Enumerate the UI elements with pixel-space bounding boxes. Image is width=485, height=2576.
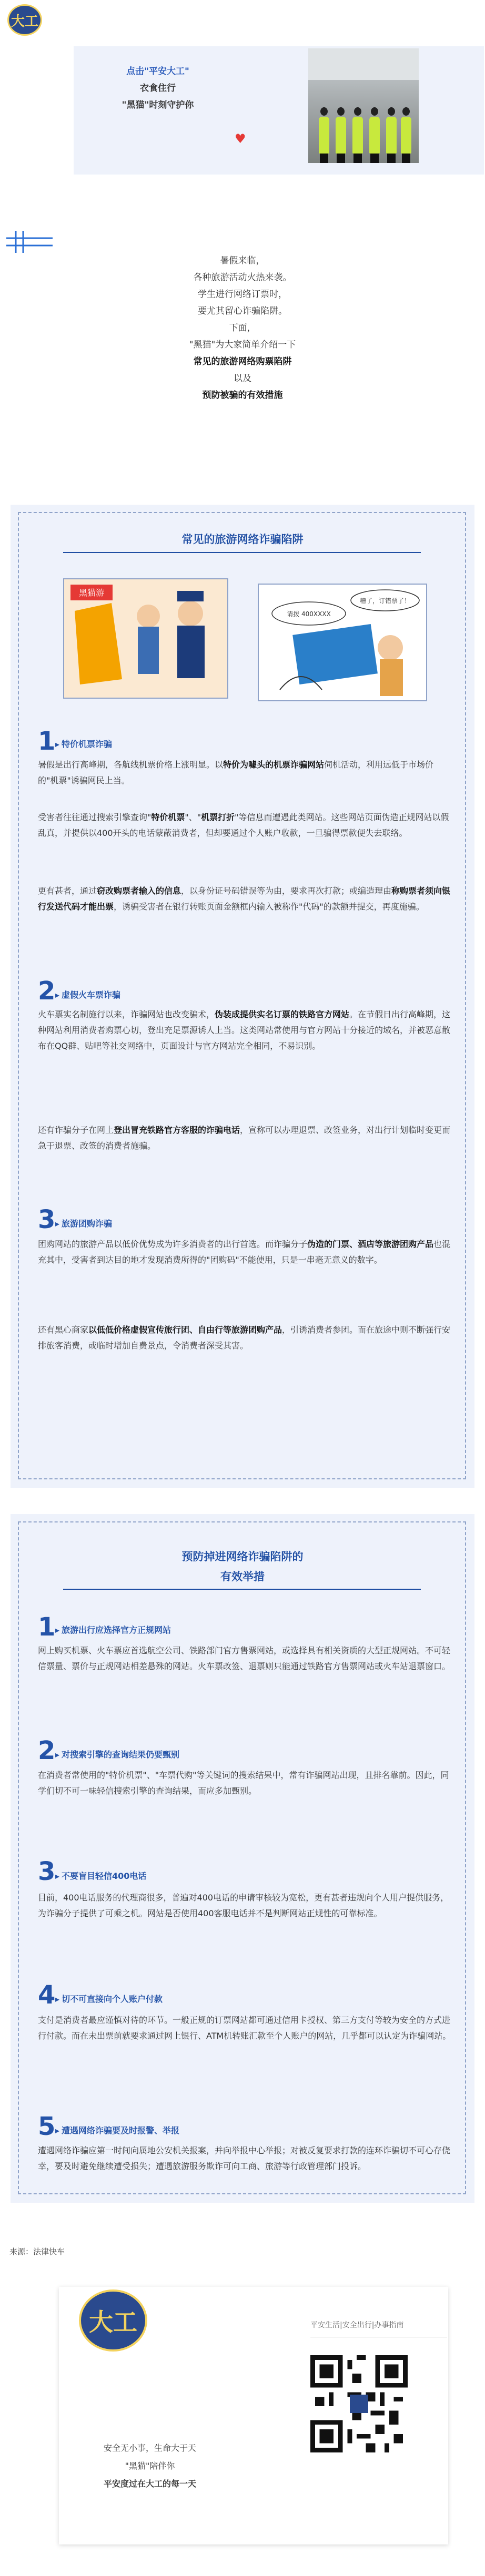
heart-icon: ♥ [235, 131, 246, 146]
section-border [18, 1521, 466, 2194]
paragraph: 在消费者常使用的"特价机票"、"车票代购"等关键词的搜索结果中，常有诈骗网站出现，且排名靠前。因此，同学们切不可一味轻信搜索引擎的查询结果，而应多加甄别。 [38, 1770, 449, 1796]
paragraph: 还有黑心商家以低低价格虚假宣传旅行团、自由行等旅游团购产品，引诱消费者参团。而在旅途中则不断强行安排旅客消费，或临时增加自费景点，令消费者深受其害。 [38, 1325, 451, 1351]
cartoon-sign: 黑猫游 [78, 588, 105, 598]
item-number: 1 [38, 727, 56, 756]
item-heading: ▸ 旅游团购诈骗 [55, 1219, 113, 1229]
cartoon-travel-scam [63, 578, 228, 699]
item-number: 3 [38, 1857, 56, 1886]
item-heading: ▸ 虚假火车票诈骗 [55, 990, 121, 1000]
item-heading: ▸ 特价机票诈骗 [55, 739, 113, 749]
item-number: 5 [38, 2112, 56, 2141]
arrow-icon: ▸ [55, 1750, 60, 1760]
arrow-icon: ▸ [55, 1994, 60, 2004]
svg-text:糟了，订错票了！: 糟了，订错票了！ [359, 597, 411, 605]
arrow-icon: ▸ [55, 990, 60, 1000]
paragraph: 遭遇网络诈骗应第一时间向属地公安机关报案，并向举报中心举报；对被反复要求打款的连环诈骗切不可心存侥幸，要及时避免继续遭受损失；遭遇旅游服务欺诈可向工商、旅游等行政管理部门投诉。 [38, 2145, 451, 2171]
paragraph: 火车票实名制施行以来，诈骗网站也改变骗术，伪装成提供实名订票的铁路官方网站。在节假日出行高峰期，这种网站利用消费者购票心切，登出充足票源诱人上当。这类网站常使用与官方网站十分接近的域名，并被恶意散布在QQ群、贴吧等社交网络中，页面设计与官方网站完全相同，不易识别。 [38, 1009, 451, 1051]
header-line: "黑猫"时刻守护你 [122, 100, 194, 110]
svg-text:请拨 400XXXX: 请拨 400XXXX [287, 610, 331, 618]
item-number: 1 [38, 1612, 56, 1642]
paragraph: 还有诈骗分子在网上登出冒充铁路官方客服的诈骗电话，宣称可以办理退票、改签业务，对出行计划临时变更而急于退票、改签的消费者施骗。 [38, 1125, 451, 1151]
paragraph: 目前，400电话服务的代理商很多，普遍对400电话的申请审核较为宽松，更有甚者违规向个人用户提供服务，为诈骗分子提供了可乘之机。网站是否使用400客服电话并不是判断网站正规性的可靠标准。 [38, 1893, 449, 1918]
arrow-icon: ▸ [55, 1219, 60, 1229]
arrow-icon: ▸ [55, 1871, 60, 1881]
paragraph: 网上购买机票、火车票应首选航空公司、铁路部门官方售票网站，或选择具有相关资质的大型正规网站。不可轻信票量、票价与正规网站相差悬殊的网站。火车票改签、退票则只能通过铁路官方售票网站或火车站退票窗口。 [38, 1645, 451, 1671]
divider [63, 1589, 421, 1590]
brand-logo: 大工 [7, 4, 42, 36]
item-heading: ▸ 旅游出行应选择官方正规网站 [55, 1625, 171, 1635]
arrow-icon: ▸ [55, 739, 60, 749]
paragraph: 团购网站的旅游产品以低价优势成为许多消费者的出行首选。而诈骗分子伪造的门票、酒店等旅游团购产品也混充其中，受害者到达目的地才发现消费所得的"团购码"不能使用，只是一串毫无意义的数字。 [38, 1239, 451, 1265]
paragraph: 更有甚者，通过窃改购票者输入的信息，以身份证号码错误等为由，要求再次打款；或编造理由称购票者须向银行发送代码才能出票，诱骗受害者在银行转账页面金额框内输入被称作"代码"的款额并提交，再度施骗。 [38, 886, 451, 912]
header-text [95, 63, 221, 114]
item-heading: ▸ 对搜索引擎的查询结果仍要甄别 [55, 1750, 180, 1760]
section-title: 有效举措 [220, 1570, 265, 1583]
source-credit: 来源：法律快车 [9, 2247, 65, 2256]
item-heading: ▸ 不要盲目轻信400电话 [55, 1871, 147, 1881]
patrol-photo [308, 48, 419, 163]
header-line: 衣食住行 [140, 83, 176, 94]
footer-logo: 大工 [79, 2289, 147, 2352]
item-number: 2 [38, 1736, 56, 1765]
follow-link[interactable]: 点击"平安大工" [126, 66, 189, 77]
paragraph: 支付是消费者最应谨慎对待的环节。一般正规的订票网站都可通过信用卡授权、第三方支付等较为安全的方式进行付款。而在未出票前就要求通过网上银行、ATM机转账汇款至个人账户的网站，几乎都可以认定为诈骗网站。 [38, 2015, 451, 2041]
item-number: 2 [38, 976, 56, 1006]
cartoon-wrong-ticket [258, 584, 427, 701]
paragraph: 暑假是出行高峰期，各航线机票价格上涨明显。以特价为噱头的机票诈骗网站伺机活动，利用远低于市场价的"机票"诱骗网民上当。 [38, 760, 434, 785]
paragraph: 受害者往往通过搜索引擎查询"特价机票"、"机票打折"等信息而遭遇此类网站。这些网站页面伪造正规网站以假乱真，并提供以400开头的电话蒙蔽消费者，但却要通过个人账户收款，一旦骗得票款便失去联络。 [38, 812, 449, 838]
section-title: 预防掉进网络诈骗陷阱的 [181, 1550, 304, 1563]
section-title: 常见的旅游网络诈骗陷阱 [181, 533, 304, 546]
item-heading: ▸ 切不可直接向个人账户付款 [55, 1994, 163, 2004]
divider [63, 552, 421, 553]
hash-icon [5, 229, 54, 255]
item-heading: ▸ 遭遇网络诈骗要及时报警、举报 [55, 2125, 180, 2135]
qr-code-icon [310, 2355, 408, 2452]
intro-text: 暑假来临， 各种旅游活动火热来袭。 学生进行网络订票时， 要尤其留心诈骗陷阱。 下面， "黑猫"为大家简单介绍一下 常见的旅游网络购票陷阱 以及 预防被骗的有效措施 [189, 255, 296, 401]
item-number: 3 [38, 1205, 56, 1234]
arrow-icon: ▸ [55, 1625, 60, 1635]
footer-slogan: 安全无小事，生命大于天 "黑猫"陪伴你 平安度过在大工的每一天 [103, 2443, 196, 2489]
footer-links[interactable]: 平安生活|安全出行|办事指南 [310, 2321, 404, 2329]
item-number: 4 [38, 1980, 56, 2010]
arrow-icon: ▸ [55, 2125, 60, 2135]
